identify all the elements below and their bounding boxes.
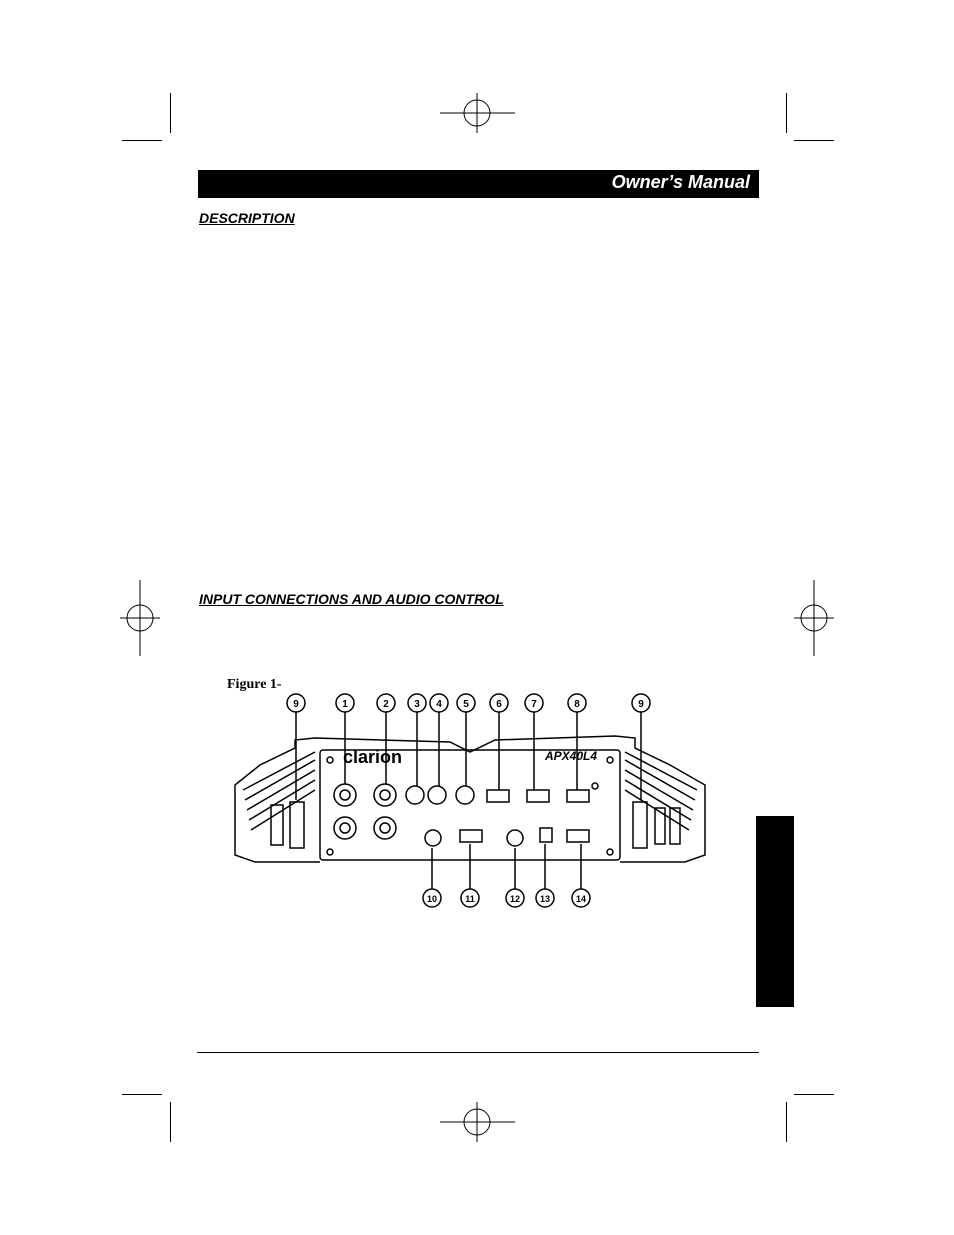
callout-top-7: 6 [496,699,502,710]
callout-bottom-3: 12 [509,894,521,904]
callout-top-4: 3 [414,699,420,710]
callout-top-3: 2 [383,699,389,710]
model-label: APX40L4 [545,749,598,763]
page-title: Owner’s Manual [611,172,750,192]
input-connections-heading: INPUT CONNECTIONS AND AUDIO CONTROL [199,591,504,607]
amplifier-figure [215,690,725,910]
callout-top-2: 1 [342,699,348,710]
brand-label: clarion [343,747,403,767]
callout-top-9: 8 [574,699,580,710]
footer-rule [197,1052,759,1053]
callout-bottom-1: 10 [426,894,438,904]
figure-label: Figure 1- [227,677,282,692]
callout-top-6: 5 [463,699,469,710]
callout-top-10: 9 [638,699,644,710]
callout-bottom-4: 13 [539,894,551,904]
callout-bottom-2: 11 [465,894,475,904]
side-thumb-tab [756,816,794,1007]
description-heading: DESCRIPTION [199,210,295,226]
callout-top-8: 7 [531,699,537,710]
callout-top-5: 4 [436,699,442,710]
header-bar [198,170,759,198]
callout-top-1: 9 [293,699,299,710]
callout-bottom-5: 14 [575,894,587,904]
